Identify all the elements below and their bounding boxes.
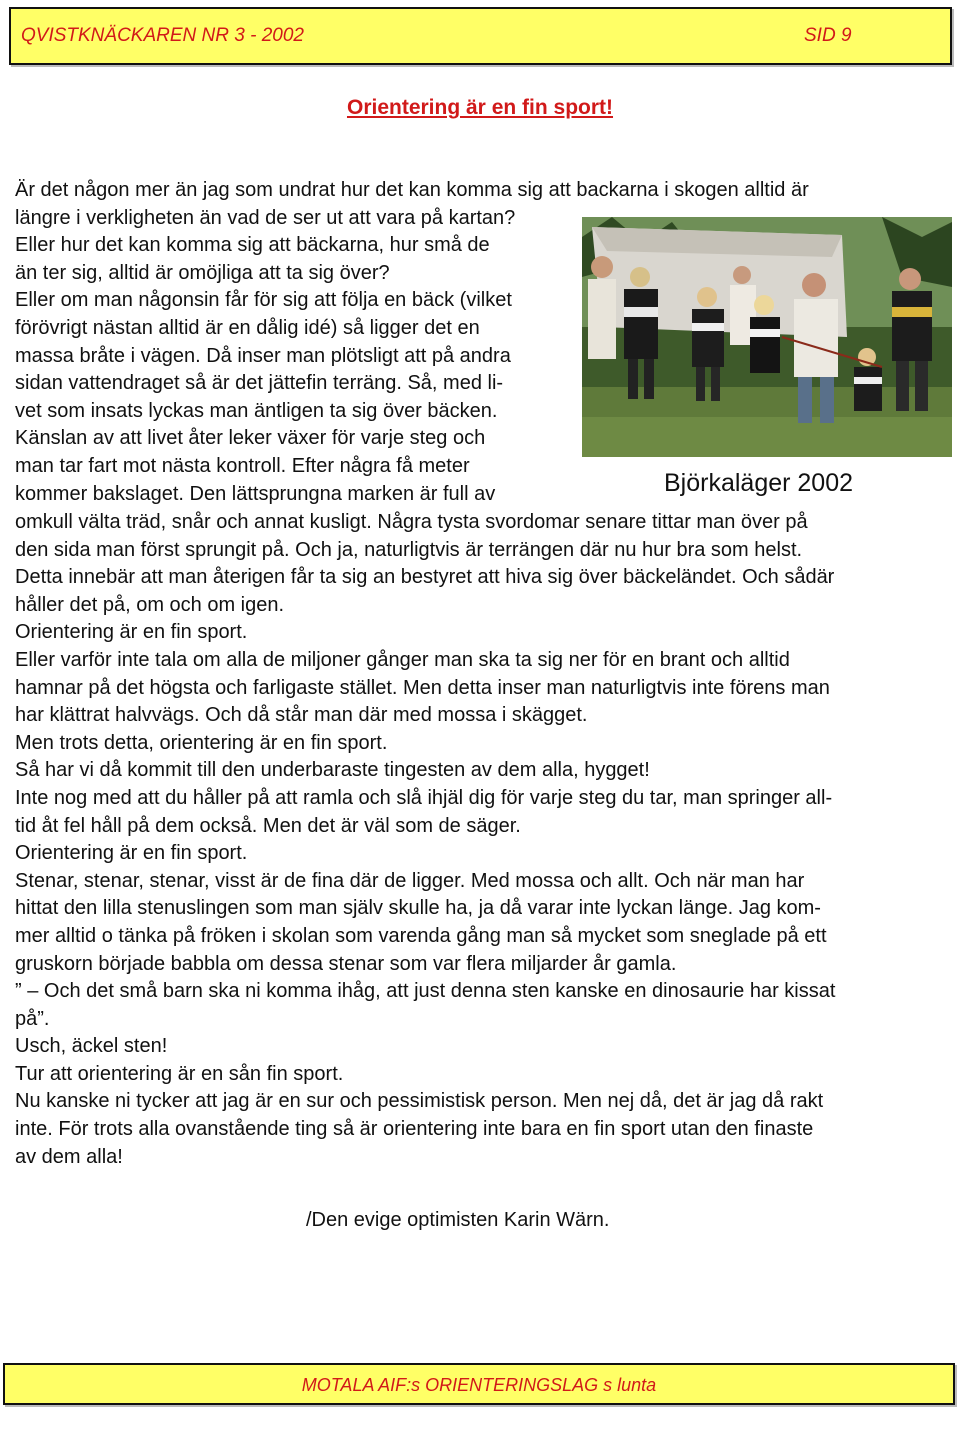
text-line: Är det någon mer än jag som undrat hur det kan komma sig att backarna i skogen alltid är [15,179,809,201]
page-number: SID 9 [804,25,852,46]
text-line: mer alltid o tänka på fröken i skolan som varenda gång man så mycket som sneglade på ett [15,924,827,947]
text-line: sidan vattendraget så är det jättefin terräng. Så, med li- [15,372,504,395]
text-line: Nu kanske ni tycker att jag är en sur och pessimistisk person. Men nej då, det är jag då rakt [15,1090,824,1113]
signature: /Den evige optimisten Karin Wärn. [306,1209,610,1231]
photo-illustration [582,217,952,457]
publication-title: QVISTKNÄCKAREN NR 3 - 2002 [21,25,304,46]
text-line: Eller varför inte tala om alla de miljoner gånger man ska ta sig ner för en brant och alltid [15,648,790,671]
text-line: Orientering är en fin sport. [15,842,248,865]
text-line: hamnar på det högsta och farligaste stället. Men detta inser man naturligtvis inte förens man [15,676,830,699]
text-line: inte. För trots alla ovanstående ting så är orientering inte bara en fin sport utan den finaste [15,1118,814,1141]
text-line: håller det på, om och om igen. [15,593,285,616]
text-line: Inte nog med att du håller på att ramla och slå ihjäl dig för varje steg du tar, man springer all- [15,786,833,809]
text-line: på”. [15,1007,50,1030]
text-line: gruskorn började babbla om dessa stenar som var flera miljarder år gamla. [15,952,677,975]
text-line: Detta innebär att man återigen får ta sig an bestyret att hiva sig över bäckeländet. Och sådär [15,566,835,589]
text-line: den sida man först sprungit på. Och ja, naturligtvis är terrängen där nu hur bra som helst. [15,538,803,561]
text-line: Tur att orientering är en sån fin sport. [15,1062,344,1085]
text-line: Usch, äckel sten! [15,1035,168,1058]
text-line: Eller hur det kan komma sig att bäckarna, hur små de [15,234,490,257]
text-line: Eller om man någonsin får för sig att följa en bäck (vilket [15,289,512,312]
footer-text: MOTALA AIF:s ORIENTERINGSLAG s lunta [301,1375,657,1395]
article-body-bottom [15,509,835,1171]
text-line: förövrigt nästan alltid är en dålig idé) så ligger det en [15,316,480,339]
text-line: hittat den lilla stenuslingen som man själv skulle ha, ja då varar inte lyckan länge. Jag kom- [15,897,821,920]
text-line: Så har vi då kommit till den underbaraste tingesten av dem alla, hygget! [15,759,650,782]
text-line: omkull välta träd, snår och annat kusligt. Några tysta svordomar senare tittar man över på [15,511,808,533]
camp-photo [582,217,952,457]
text-line: man tar fart mot nästa kontroll. Efter några få meter [15,454,470,477]
page-header [9,7,952,65]
text-line: längre i verkligheten än vad de ser ut att vara på kartan? [15,206,516,229]
text-line: av dem alla! [15,1145,123,1168]
text-line: tid åt fel håll på dem också. Men det är väl som de säger. [15,814,521,837]
article-title: Orientering är en fin sport! [346,96,614,119]
text-line: Orientering är en fin sport. [15,621,248,644]
text-line: än ter sig, alltid är omöjliga att ta sig över? [15,261,390,284]
text-line: ” – Och det små barn ska ni komma ihåg, att just denna sten kanske en dinosaurie har kissat [15,980,836,1003]
text-line: massa bråte i vägen. Då inser man plötsligt att på andra [15,344,511,367]
text-line: har klättrat halvvägs. Och då står man där med mossa i skägget. [15,704,588,727]
text-line: vet som insats lyckas man äntligen ta sig över bäcken. [15,399,498,422]
text-line: Känslan av att livet åter leker växer för varje steg och [15,427,486,450]
text-line: Men trots detta, orientering är en fin sport. [15,731,388,754]
photo-caption: Björkaläger 2002 [664,469,854,497]
text-line: kommer bakslaget. Den lättsprungna marken är full av [15,482,496,505]
page-footer [3,1363,955,1405]
text-line: Stenar, stenar, stenar, visst är de fina där de ligger. Med mossa och allt. Och när man har [15,869,805,892]
